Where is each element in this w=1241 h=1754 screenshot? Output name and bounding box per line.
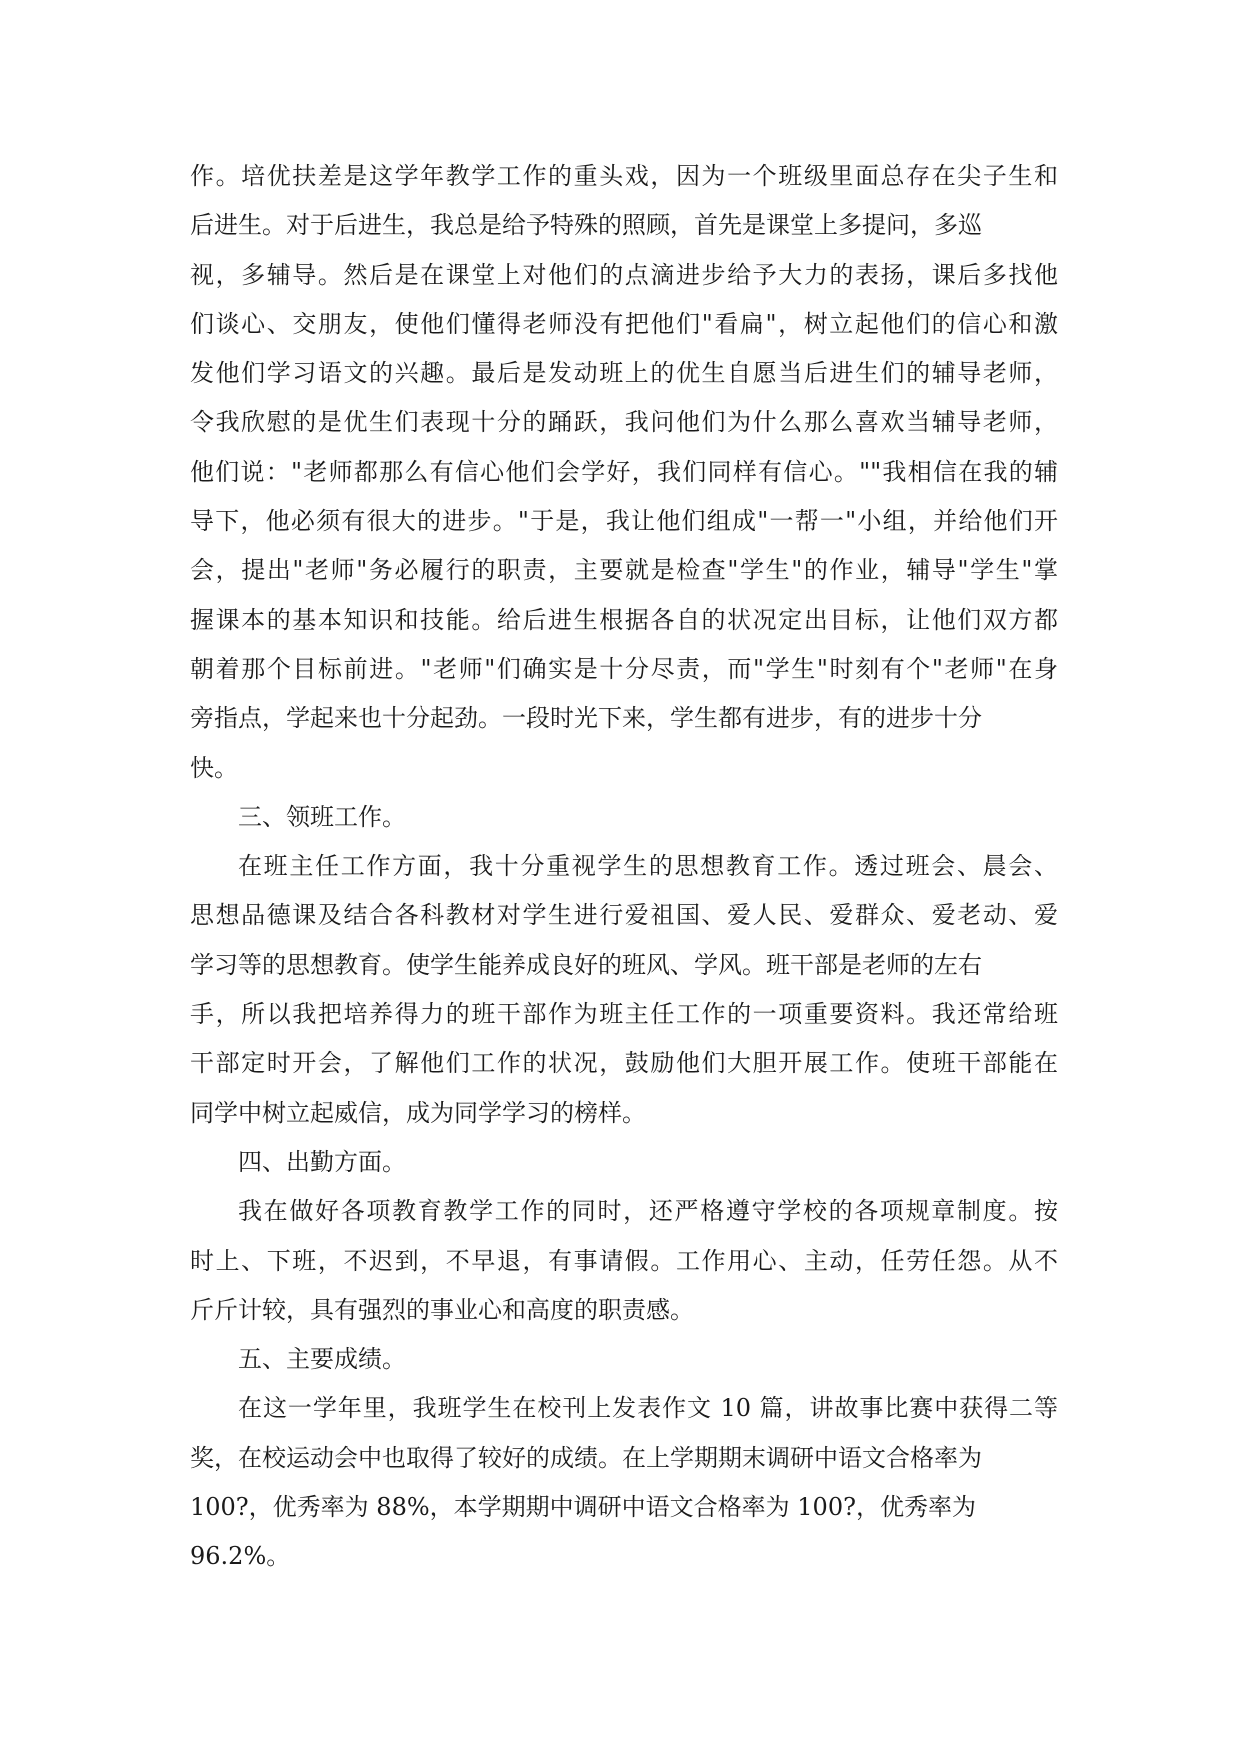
text-line: 思想品德课及结合各科教材对学生进行爱祖国、爱人民、爱群众、爱老动、爱	[190, 901, 1058, 930]
text-line: 快。	[190, 753, 238, 782]
text-line: 学习等的思想教育。使学生能养成良好的班风、学风。班干部是老师的左右	[190, 950, 982, 979]
text-line: 三、领班工作。	[238, 802, 406, 831]
text-line: 96.2%。	[190, 1542, 291, 1571]
text-line: 在这一学年里，我班学生在校刊上发表作文 10 篇，讲故事比赛中获得二等	[238, 1394, 1058, 1423]
text-line: 奖，在校运动会中也取得了较好的成绩。在上学期期末调研中语文合格率为	[190, 1443, 982, 1472]
text-line: 同学中树立起威信，成为同学学习的榜样。	[190, 1098, 646, 1127]
text-line: 旁指点，学起来也十分起劲。一段时光下来，学生都有进步，有的进步十分	[190, 704, 982, 733]
text-line: 五、主要成绩。	[238, 1345, 406, 1374]
text-line: 我在做好各项教育教学工作的同时，还严格遵守学校的各项规章制度。按	[238, 1197, 1058, 1226]
text-line: 他们说："老师都那么有信心他们会学好，我们同样有信心。""我相信在我的辅	[190, 457, 1058, 486]
document-body	[190, 152, 1058, 1582]
text-line: 时上、下班，不迟到，不早退，有事请假。工作用心、主动，任劳任怨。从不	[190, 1246, 1058, 1275]
text-line: 后进生。对于后进生，我总是给予特殊的照顾，首先是课堂上多提问，多巡	[190, 211, 982, 240]
text-line: 斤斤计较，具有强烈的事业心和高度的职责感。	[190, 1295, 694, 1324]
text-line: 作。培优扶差是这学年教学工作的重头戏，因为一个班级里面总存在尖子生和	[190, 162, 1058, 190]
text-line: 握课本的基本知识和技能。给后进生根据各自的状况定出目标，让他们双方都	[190, 605, 1058, 634]
text-line: 干部定时开会，了解他们工作的状况，鼓励他们大胆开展工作。使班干部能在	[190, 1049, 1058, 1078]
text-line: 令我欣慰的是优生们表现十分的踊跃，我问他们为什么那么喜欢当辅导老师，	[190, 408, 1058, 437]
text-line: 们谈心、交朋友，使他们懂得老师没有把他们"看扁"，树立起他们的信心和激	[190, 309, 1058, 338]
text-line: 会，提出"老师"务必履行的职责，主要就是检查"学生"的作业，辅导"学生"掌	[190, 556, 1058, 585]
text-line: 在班主任工作方面，我十分重视学生的思想教育工作。透过班会、晨会、	[238, 852, 1058, 881]
text-line: 100?，优秀率为 88%，本学期期中调研中语文合格率为 100?，优秀率为	[190, 1493, 976, 1522]
text-line: 发他们学习语文的兴趣。最后是发动班上的优生自愿当后进生们的辅导老师，	[190, 359, 1058, 388]
text-line: 导下，他必须有很大的进步。"于是，我让他们组成"一帮一"小组，并给他们开	[190, 507, 1058, 536]
text-line: 视，多辅导。然后是在课堂上对他们的点滴进步给予大力的表扬，课后多找他	[190, 260, 1058, 289]
text-line: 手，所以我把培养得力的班干部作为班主任工作的一项重要资料。我还常给班	[190, 1000, 1058, 1029]
text-line: 朝着那个目标前进。"老师"们确实是十分尽责，而"学生"时刻有个"老师"在身	[190, 654, 1058, 683]
text-line: 四、出勤方面。	[238, 1147, 406, 1176]
